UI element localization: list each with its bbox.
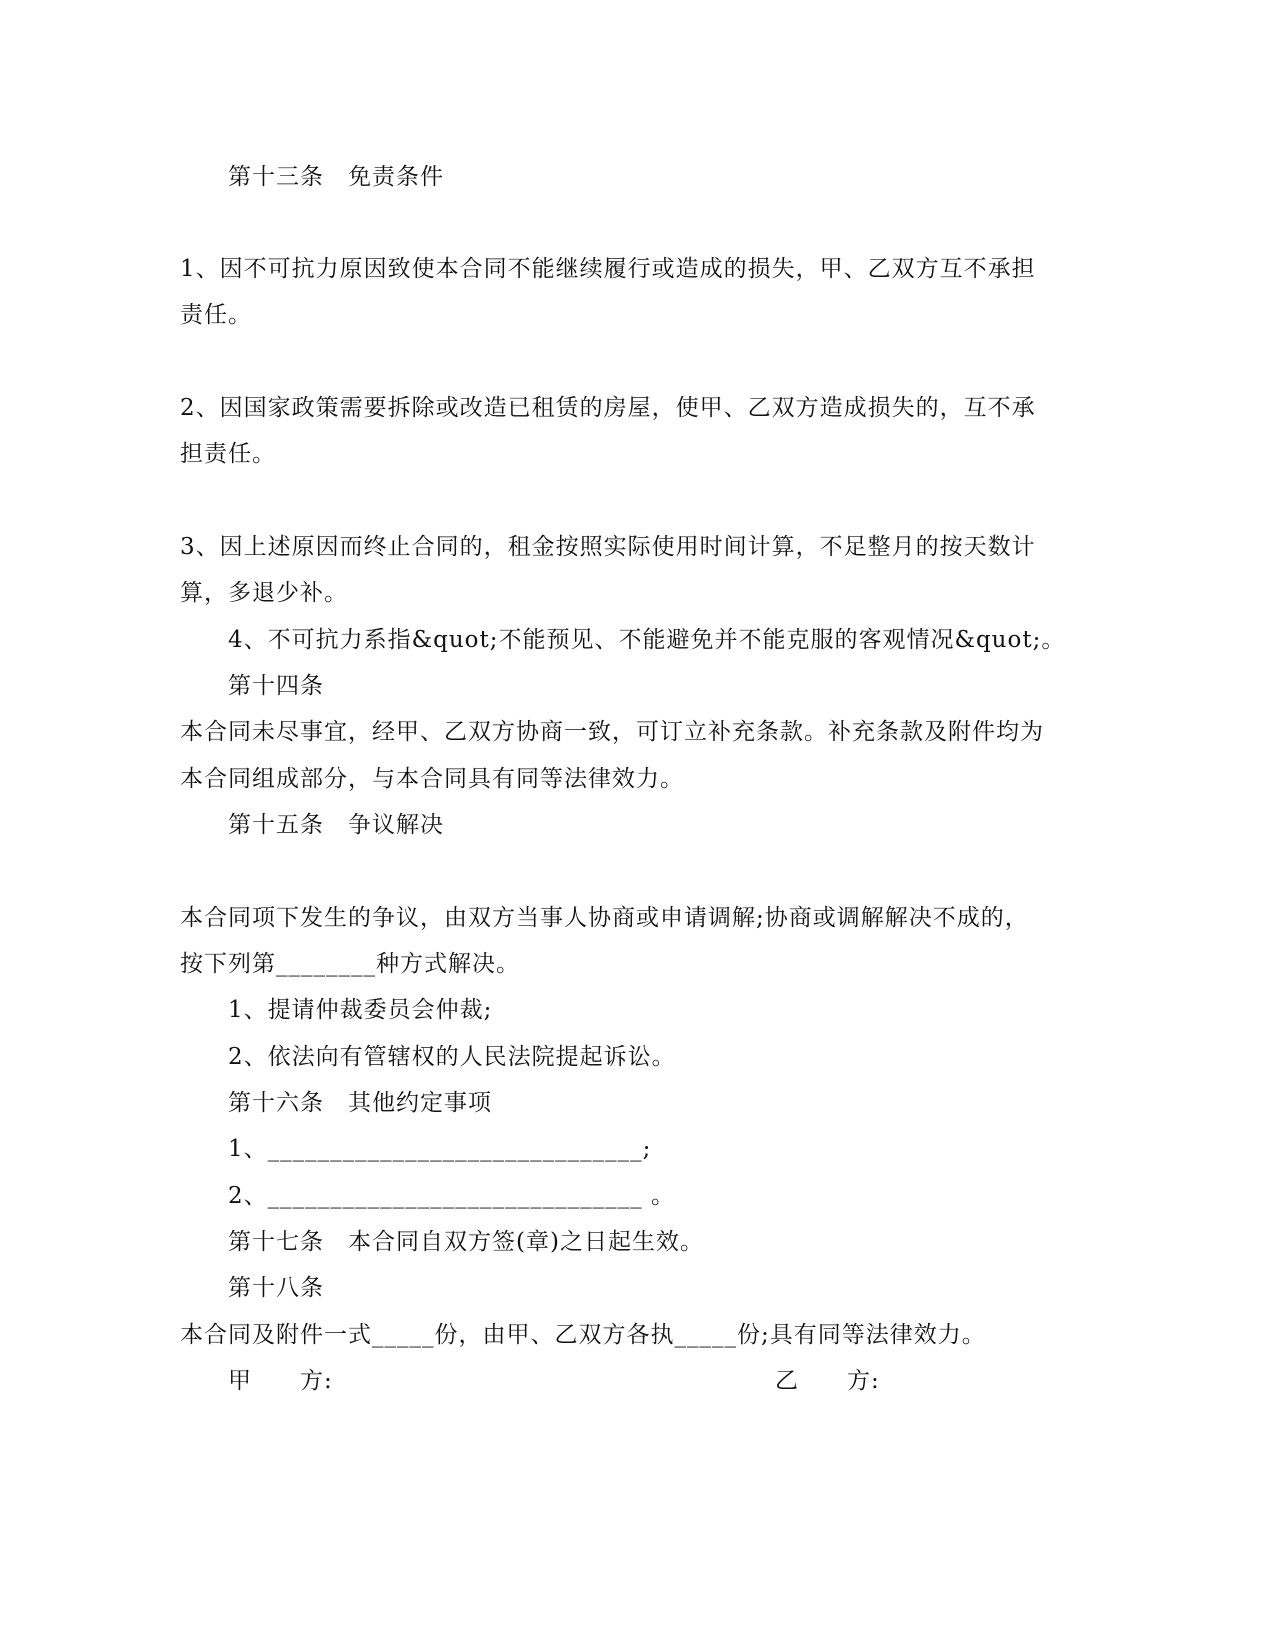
article-15-line-1: 本合同项下发生的争议，由双方当事人协商或申请调解;协商或调解解决不成的， xyxy=(180,905,1029,931)
article-13-item-1-line-1: 1、因不可抗力原因致使本合同不能继续履行或造成的损失，甲、乙双方互不承担 xyxy=(180,256,1036,282)
article-17-text: 第十七条 本合同自双方签(章)之日起生效。 xyxy=(228,1229,704,1255)
article-18-text: 本合同及附件一式_____份，由甲、乙双方各执_____份;具有同等法律效力。 xyxy=(180,1322,986,1348)
article-13-item-4: 4、不可抗力系指&quot;不能预见、不能避免并不能克服的客观情况&quot;。 xyxy=(228,627,1066,653)
article-15-option-1: 1、提请仲裁委员会仲裁; xyxy=(228,997,493,1023)
article-13-heading: 第十三条 免责条件 xyxy=(228,164,444,190)
article-16-item-2: 2、______________________________ 。 xyxy=(228,1183,675,1209)
article-14-line-1: 本合同未尽事宜，经甲、乙双方协商一致，可订立补充条款。补充条款及附件均为 xyxy=(180,719,1044,745)
article-13-item-1-line-2: 责任。 xyxy=(180,302,252,328)
article-15-line-2: 按下列第________种方式解决。 xyxy=(180,951,520,977)
article-15-heading: 第十五条 争议解决 xyxy=(228,812,444,838)
article-14-line-2: 本合同组成部分，与本合同具有同等法律效力。 xyxy=(180,766,684,792)
article-16-heading: 第十六条 其他约定事项 xyxy=(228,1090,492,1116)
article-14-heading: 第十四条 xyxy=(228,673,324,699)
article-13-item-2-line-2: 担责任。 xyxy=(180,441,276,467)
article-13-item-3-line-2: 算，多退少补。 xyxy=(180,580,348,606)
article-15-option-2: 2、依法向有管辖权的人民法院提起诉讼。 xyxy=(228,1044,676,1070)
article-13-item-2-line-1: 2、因国家政策需要拆除或改造已租赁的房屋，使甲、乙双方造成损失的，互不承 xyxy=(180,395,1036,421)
signature-party-a-label: 甲 方: xyxy=(228,1368,333,1394)
article-13-item-3-line-1: 3、因上述原因而终止合同的，租金按照实际使用时间计算，不足整月的按天数计 xyxy=(180,534,1036,560)
article-18-heading: 第十八条 xyxy=(228,1275,324,1301)
article-16-item-1: 1、______________________________; xyxy=(228,1136,652,1162)
signature-party-b-label: 乙 方: xyxy=(775,1368,880,1394)
